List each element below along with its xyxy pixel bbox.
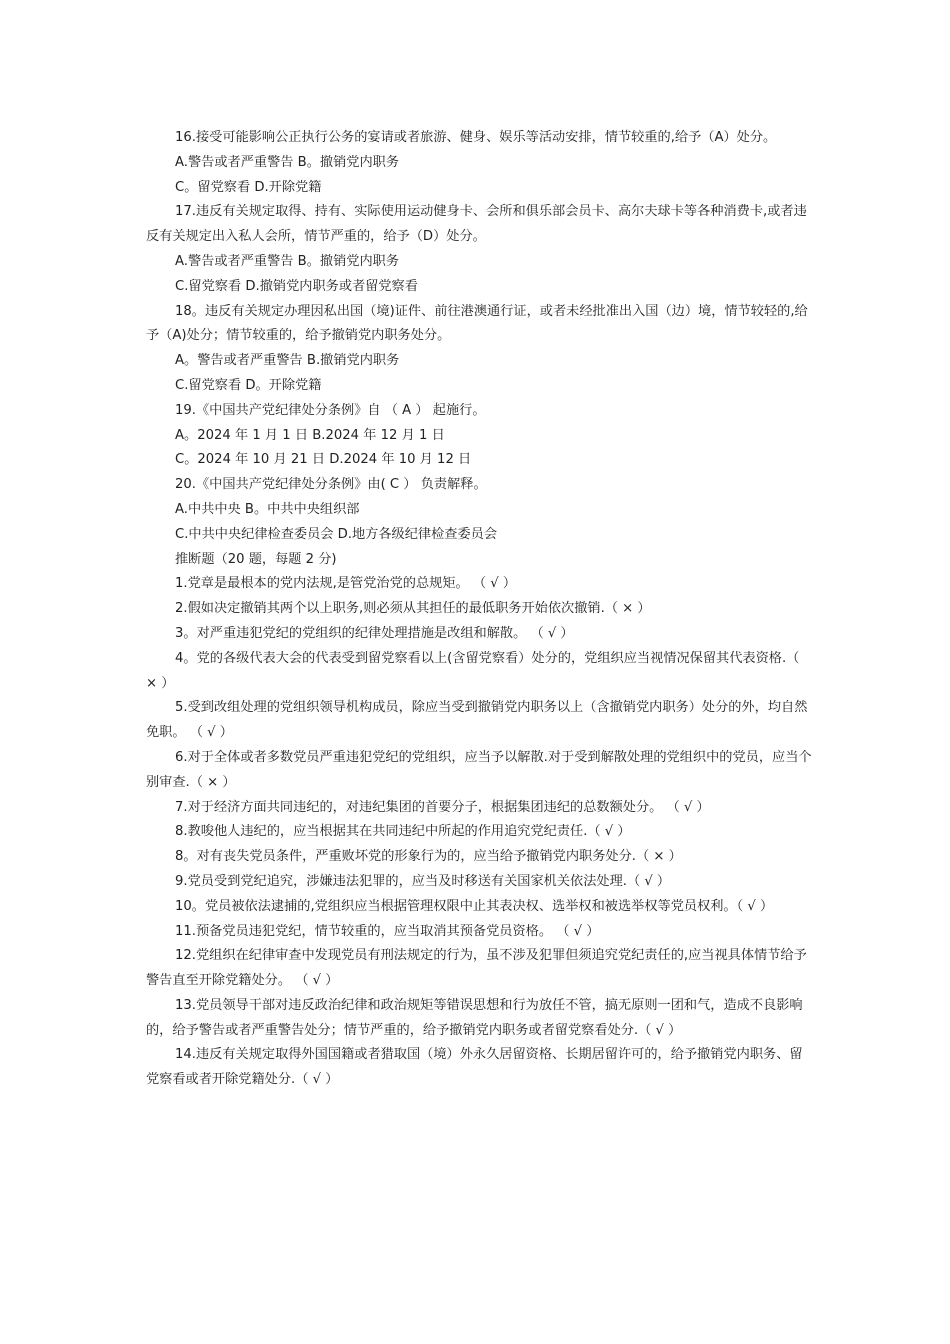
- paragraph: C.留党察看 D。开除党籍: [175, 377, 322, 393]
- paragraph: 1.党章是最根本的党内法规,是管党治党的总规矩。 （ √ ）: [175, 576, 517, 592]
- paragraph: 5.受到改组处理的党组织领导机构成员，除应当受到撤销党内职务以上（含撤销党内职务）处分的外，均自然免职。 （ √ ）: [146, 700, 808, 741]
- paragraph: C。2024 年 10 月 21 日 D.2024 年 10 月 12 日: [175, 452, 472, 468]
- paragraph: 11.预备党员违犯党纪，情节较重的，应当取消其预备党员资格。 （ √ ）: [175, 923, 600, 939]
- paragraph: 9.党员受到党纪追究，涉嫌违法犯罪的，应当及时移送有关国家机关依法处理.（ √ ）: [175, 873, 671, 889]
- paragraph: 18。违反有关规定办理因私出国（境)证件、前往港澳通行证，或者未经批准出入国（边）境，情节较轻的,给予（A)处分；情节较重的，给予撤销党内职务处分。: [146, 303, 808, 344]
- section-heading: 推断题（20 题，每题 2 分): [175, 551, 337, 567]
- paragraph: 14.违反有关规定取得外国国籍或者猎取国（境）外永久居留资格、长期居留许可的，给予撤销党内职务、留党察看或者开除党籍处分.（ √ ）: [146, 1047, 803, 1088]
- paragraph: 17.违反有关规定取得、持有、实际使用运动健身卡、会所和俱乐部会员卡、高尔夫球卡等各种消费卡,或者违反有关规定出入私人会所，情节严重的，给予（D）处分。: [146, 204, 807, 245]
- document-body: [146, 126, 814, 1093]
- paragraph: C.中共中央纪律检查委员会 D.地方各级纪律检查委员会: [175, 526, 498, 542]
- paragraph: C.留党察看 D.撤销党内职务或者留党察看: [175, 278, 418, 294]
- paragraph: 8。对有丧失党员条件，严重败坏党的形象行为的，应当给予撤销党内职务处分.（ × ）: [175, 849, 682, 865]
- paragraph: C。留党察看 D.开除党籍: [175, 179, 322, 195]
- paragraph: 6.对于全体或者多数党员严重违犯党纪的党组织，应当予以解散.对于受到解散处理的党组织中的党员，应当个别审查.（ × ）: [146, 749, 812, 790]
- paragraph: A.警告或者严重警告 B。撤销党内职务: [175, 154, 400, 170]
- paragraph: 16.接受可能影响公正执行公务的宴请或者旅游、健身、娱乐等活动安排，情节较重的,给予（A）处分。: [175, 130, 777, 145]
- paragraph: 4。党的各级代表大会的代表受到留党察看以上(含留党察看）处分的，党组织应当视情况保留其代表资格.（ × ）: [146, 650, 800, 691]
- paragraph: 20.《中国共产党纪律处分条例》由( C ） 负责解释。: [175, 477, 487, 493]
- paragraph: 13.党员领导干部对违反政治纪律和政治规矩等错误思想和行为放任不管，搞无原则一团和气，造成不良影响的，给予警告或者严重警告处分；情节严重的，给予撤销党内职务或者留党察看处分.（ √ ）: [146, 997, 803, 1038]
- paragraph: A.中共中央 B。中共中央组织部: [175, 501, 360, 517]
- paragraph: 12.党组织在纪律审查中发现党员有刑法规定的行为，虽不涉及犯罪但须追究党纪责任的,应当视具体情节给予警告直至开除党籍处分。 （ √ ）: [146, 948, 807, 989]
- paragraph: A。警告或者严重警告 B.撤销党内职务: [175, 353, 400, 369]
- paragraph: 7.对于经济方面共同违纪的，对违纪集团的首要分子，根据集团违纪的总数额处分。 （ √ ）: [175, 799, 710, 815]
- paragraph: 2.假如决定撤销其两个以上职务,则必须从其担任的最低职务开始依次撤销.（ × ）: [175, 601, 651, 617]
- paragraph: A.警告或者严重警告 B。撤销党内职务: [175, 253, 400, 269]
- paragraph: A。2024 年 1 月 1 日 B.2024 年 12 月 1 日: [175, 427, 445, 443]
- paragraph: 8.教唆他人违纪的，应当根据其在共同违纪中所起的作用追究党纪责任.（ √ ）: [175, 824, 631, 840]
- paragraph: 19.《中国共产党纪律处分条例》自 （ A ） 起施行。: [175, 402, 486, 418]
- paragraph: 3。对严重违犯党纪的党组织的纪律处理措施是改组和解散。 （ √ ）: [175, 625, 574, 641]
- paragraph: 10。党员被依法逮捕的,党组织应当根据管理权限中止其表决权、选举权和被选举权等党员权利。（ √ ）: [175, 898, 774, 914]
